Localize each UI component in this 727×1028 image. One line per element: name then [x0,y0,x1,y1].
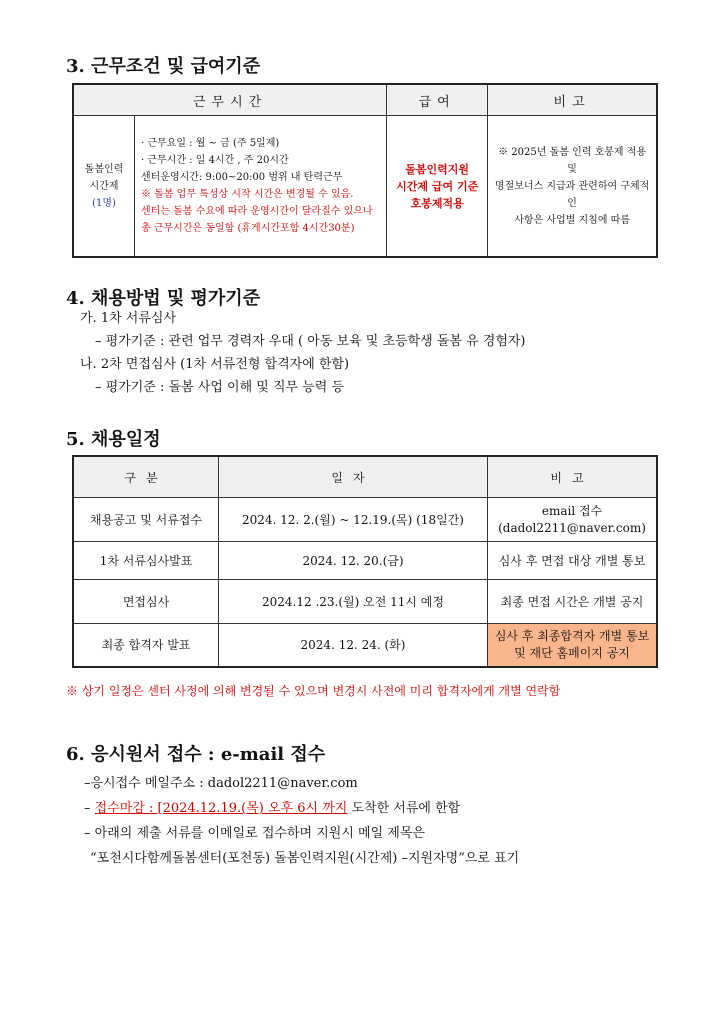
role-line: 시간제 [89,180,119,192]
schedule-item: 1차 서류심사발표 [73,542,219,580]
header-category: 구분 [73,456,219,498]
section5-heading: 5. 채용일정 [66,429,161,450]
table-row [73,542,657,580]
pay-line: 시간제 급여 기준 [396,179,479,193]
remark-line: 명절보너스 지급과 관련하여 구체적인 [494,180,650,209]
schedule-date: 2024. 12. 20.(금) [219,542,488,580]
method-line: 나. 2차 면접심사 (1차 서류전형 합격자에 한함) [80,357,350,372]
schedule-date: 2024. 12. 24. (화) [219,624,488,667]
subject-line: “포천시다함께돌봄센터(포천동) 돌봄인력지원(시간제) –지원자명”으로 표기 [90,851,520,866]
instruction-line: – 아래의 제출 서류를 이메일로 접수하며 지원시 메일 제목은 [84,826,425,841]
section6-heading: 6. 응시원서 접수 : e-mail 접수 [66,744,326,765]
condition-line: · 근무요일 : 월 ~ 금 (주 5일제) [141,138,280,149]
pay-cell [387,116,488,258]
deadline-prefix: – [84,801,95,816]
deadline-text: 접수마감 : [2024.12.19.(목) 오후 6시 까지 [94,801,348,816]
condition-note: 센터는 돌봄 수요에 따라 운영시간이 달라질수 있으나 [141,206,373,217]
note-line: email 접수 [541,503,603,518]
schedule-date: 2024. 12. 2.(월) ~ 12.19.(목) (18일간) [219,498,488,542]
schedule-note: 최종 면접 시간은 개별 공지 [488,580,658,624]
condition-note: ※ 돌봄 업무 특성상 시작 시간은 변경될 수 있음. [141,189,354,200]
remark-cell [488,116,657,258]
condition-note: 총 근무시간은 동일함 (휴게시간포함 4시간30분) [141,223,355,234]
schedule-item: 최종 합격자 발표 [73,624,219,667]
note-line: (dadol2211@naver.com) [498,520,646,535]
remark-line: ※ 2025년 돌봄 인력 호봉제 적용 및 [498,146,647,175]
role-count: (1명) [92,197,116,209]
table-row [73,580,657,624]
pay-line: 돌봄인력지원 [405,162,470,176]
pay-line: 호봉제적용 [410,196,464,210]
method-line: 가. 1차 서류심사 [80,311,177,326]
deadline-line [84,797,460,816]
schedule-note [488,498,658,542]
role-line: 돌봄인력 [84,163,124,175]
schedule-note: 심사 후 면접 대상 개별 통보 [488,542,658,580]
role-cell [73,116,135,258]
email-line: –응시접수 메일주소 : dadol2211@naver.com [84,776,358,791]
table-row [73,498,657,542]
schedule-footnote: ※ 상기 일정은 센터 사정에 의해 변경될 수 있으며 변경시 사전에 미리 합격자에게 개별 연락함 [66,684,561,698]
header-date: 일자 [219,456,488,498]
header-pay: 급여 [387,84,488,116]
condition-line: · 근무시간 : 일 4시간 , 주 20시간 [141,155,289,166]
method-line: – 평가기준 : 돌봄 사업 이해 및 직무 능력 등 [95,380,344,395]
note-line: 및 재단 홈페이지 공지 [514,645,630,660]
schedule-note-highlight [488,624,658,667]
schedule-table [72,455,658,668]
conditions-cell [135,116,387,258]
section3-heading: 3. 근무조건 및 급여기준 [66,56,261,77]
note-line: 심사 후 최종합격자 개별 통보 [494,628,650,643]
condition-line: 센터운영시간: 9:00~20:00 범위 내 탄력근무 [141,172,343,183]
section4-heading: 4. 채용방법 및 평가기준 [66,288,261,309]
header-work-hours: 근무시간 [73,84,387,116]
work-conditions-table [72,83,658,258]
schedule-item: 채용공고 및 서류접수 [73,498,219,542]
header-remark: 비고 [488,84,657,116]
deadline-suffix: 도착한 서류에 한함 [347,801,461,816]
schedule-item: 면접심사 [73,580,219,624]
header-note: 비고 [488,456,658,498]
schedule-date: 2024.12 .23.(월) 오전 11시 예정 [219,580,488,624]
method-line: – 평가기준 : 관련 업무 경력자 우대 ( 아동 보육 및 초등학생 돌봄 유 경험자) [95,334,526,349]
remark-line: 사항은 사업별 지침에 따름 [514,214,630,226]
table-row [73,624,657,667]
